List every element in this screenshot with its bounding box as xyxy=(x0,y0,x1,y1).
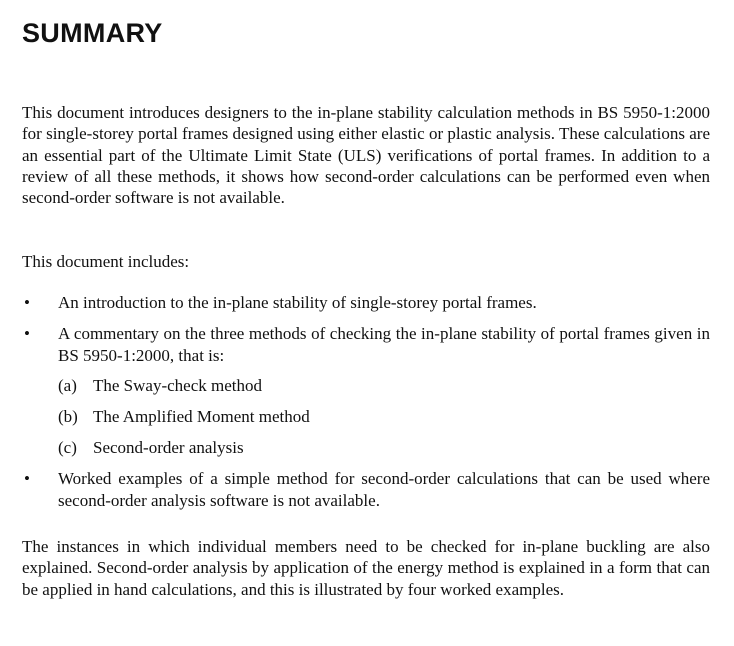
sublist-item xyxy=(58,375,710,396)
sublist-item xyxy=(58,437,710,458)
page-title: SUMMARY xyxy=(22,18,163,48)
list-item xyxy=(22,292,710,313)
closing-paragraph: The instances in which individual members need to be checked for in-plane buckling are also explained. Second-order analysis by application of the energy method is explained in a form that can be applied in hand calculations, and this is illustrated by four worked examples. xyxy=(22,537,710,599)
bullet-icon: • xyxy=(24,469,30,489)
sublist-marker: (b) xyxy=(58,406,78,426)
includes-list xyxy=(22,292,710,521)
bullet-icon: • xyxy=(24,324,30,344)
bullet-text: An introduction to the in-plane stability of single-storey portal frames. xyxy=(58,293,537,312)
sublist-text: The Amplified Moment method xyxy=(93,406,310,426)
method-sublist xyxy=(58,375,710,458)
sublist-marker: (a) xyxy=(58,375,77,395)
sublist-text: The Sway-check method xyxy=(93,375,262,395)
bullet-text: Worked examples of a simple method for second-order calculations that can be used where second-order analysis software is not available. xyxy=(58,469,710,510)
includes-lead: This document includes: xyxy=(22,252,190,271)
bullet-text: A commentary on the three methods of checking the in-plane stability of portal frames given in BS 5950-1:2000, that is: xyxy=(58,324,710,365)
sublist-item xyxy=(58,406,710,427)
list-item xyxy=(22,468,710,511)
list-item xyxy=(22,323,710,458)
intro-paragraph: This document introduces designers to the in-plane stability calculation methods in BS 5950-1:2000 for single-storey portal frames designed using either elastic or plastic analysis. These calculations are an essential part of the Ultimate Limit State (ULS) verifications of portal frames. In addition to a review of all these methods, it shows how second-order calculations can be performed even when second-order software is not available. xyxy=(22,103,710,208)
sublist-marker: (c) xyxy=(58,438,77,458)
bullet-icon: • xyxy=(24,293,30,312)
sublist-text: Second-order analysis xyxy=(93,438,244,458)
